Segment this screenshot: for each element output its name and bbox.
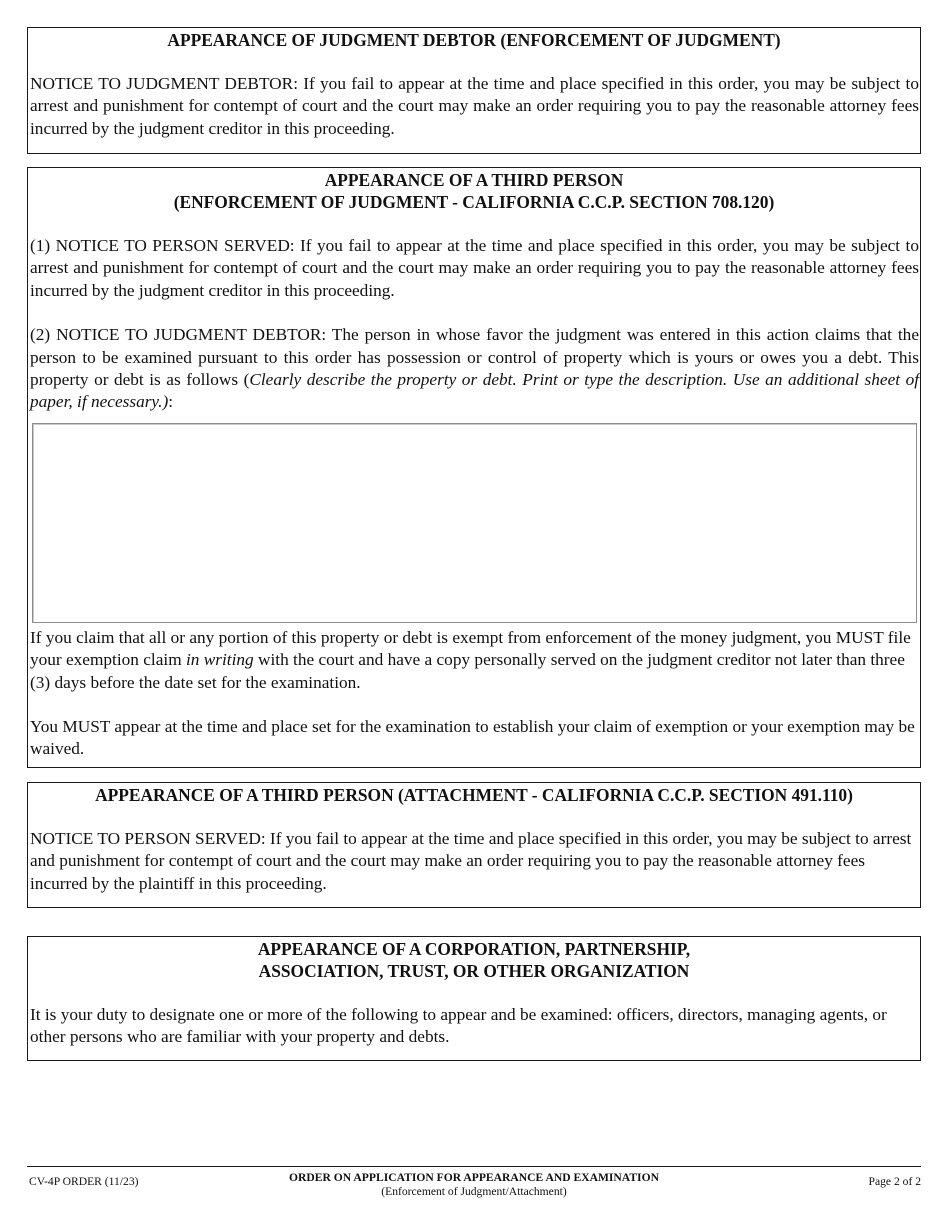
judgment-debtor-section — [27, 27, 921, 154]
form-id: CV-4P ORDER (11/23) — [29, 1175, 139, 1188]
property-description-field[interactable] — [32, 423, 917, 623]
footer-subtitle: (Enforcement of Judgment/Attachment) — [381, 1185, 567, 1198]
judgment-debtor-heading: APPEARANCE OF JUDGMENT DEBTOR (ENFORCEMENT OF JUDGMENT) — [167, 30, 781, 50]
page-number: Page 2 of 2 — [868, 1175, 921, 1188]
third-person-enforcement-section — [27, 167, 921, 768]
notice-to-judgment-debtor: (2) NOTICE TO JUDGMENT DEBTOR: The person in whose favor the judgment was entered in this action claims that the person to be examined pursuant to this order has possession or control of property which is yours or owes you a debt. This property or debt is as follows (Clearly describe the property or debt. Print or type the description. Use an additional sheet of paper, if necessary.): — [30, 325, 920, 412]
third-person-enforcement-heading: APPEARANCE OF A THIRD PERSON (ENFORCEMENT OF JUDGMENT - CALIFORNIA C.C.P. SECTION 708.120) — [173, 170, 775, 212]
organization-section — [27, 936, 921, 1061]
description-instructions: Clearly describe the property or debt. Print or type the description. Use an additional sheet of paper, if necessary.) — [30, 370, 920, 412]
page-footer — [27, 1166, 921, 1207]
judgment-debtor-notice: NOTICE TO JUDGMENT DEBTOR: If you fail to appear at the time and place specified in this order, you may be subject to arrest and punishment for contempt of court and the court may make an order requiring you to pay the reasonable attorney fees incurred by the judgment creditor in this proceeding. — [30, 74, 919, 138]
attachment-notice-to-person-served: NOTICE TO PERSON SERVED: If you fail to appear at the time and place specified in this order, you may be subject to arrest and punishment for contempt of court and the court may make an order requiring you to pay the reasonable attorney fees incurred by the plaintiff in this proceeding. — [30, 829, 912, 893]
third-person-attachment-heading: APPEARANCE OF A THIRD PERSON (ATTACHMENT - CALIFORNIA C.C.P. SECTION 491.110) — [95, 785, 853, 805]
third-person-attachment-section — [27, 782, 921, 908]
organization-heading: APPEARANCE OF A CORPORATION, PARTNERSHIP, ASSOCIATION, TRUST, OR OTHER ORGANIZATION — [257, 939, 691, 981]
exemption-claim-text: If you claim that all or any portion of this property or debt is exempt from enforcement of the money judgment, you MUST file your exemption claim in writing with the court and have a copy personally served on the judgment creditor not later than three (3) days before the date set for the examination. — [30, 627, 911, 692]
must-appear-text: You MUST appear at the time and place set for the examination to establish your claim of exemption or your exemption may be waived. — [30, 717, 915, 759]
notice-to-person-served: (1) NOTICE TO PERSON SERVED: If you fail to appear at the time and place specified in this order, you may be subject to arrest and punishment for contempt of court and the court may make an order requiring you to pay the reasonable attorney fees incurred by the judgment creditor in this proceeding. — [30, 236, 919, 300]
organization-duty-text: It is your duty to designate one or more of the following to appear and be examined: officers, directors, managing agents, or other persons who are familiar with your property and debts. — [30, 1005, 887, 1047]
footer-title: ORDER ON APPLICATION FOR APPEARANCE AND EXAMINATION — [289, 1171, 659, 1184]
footer-title-block — [27, 1171, 921, 1199]
